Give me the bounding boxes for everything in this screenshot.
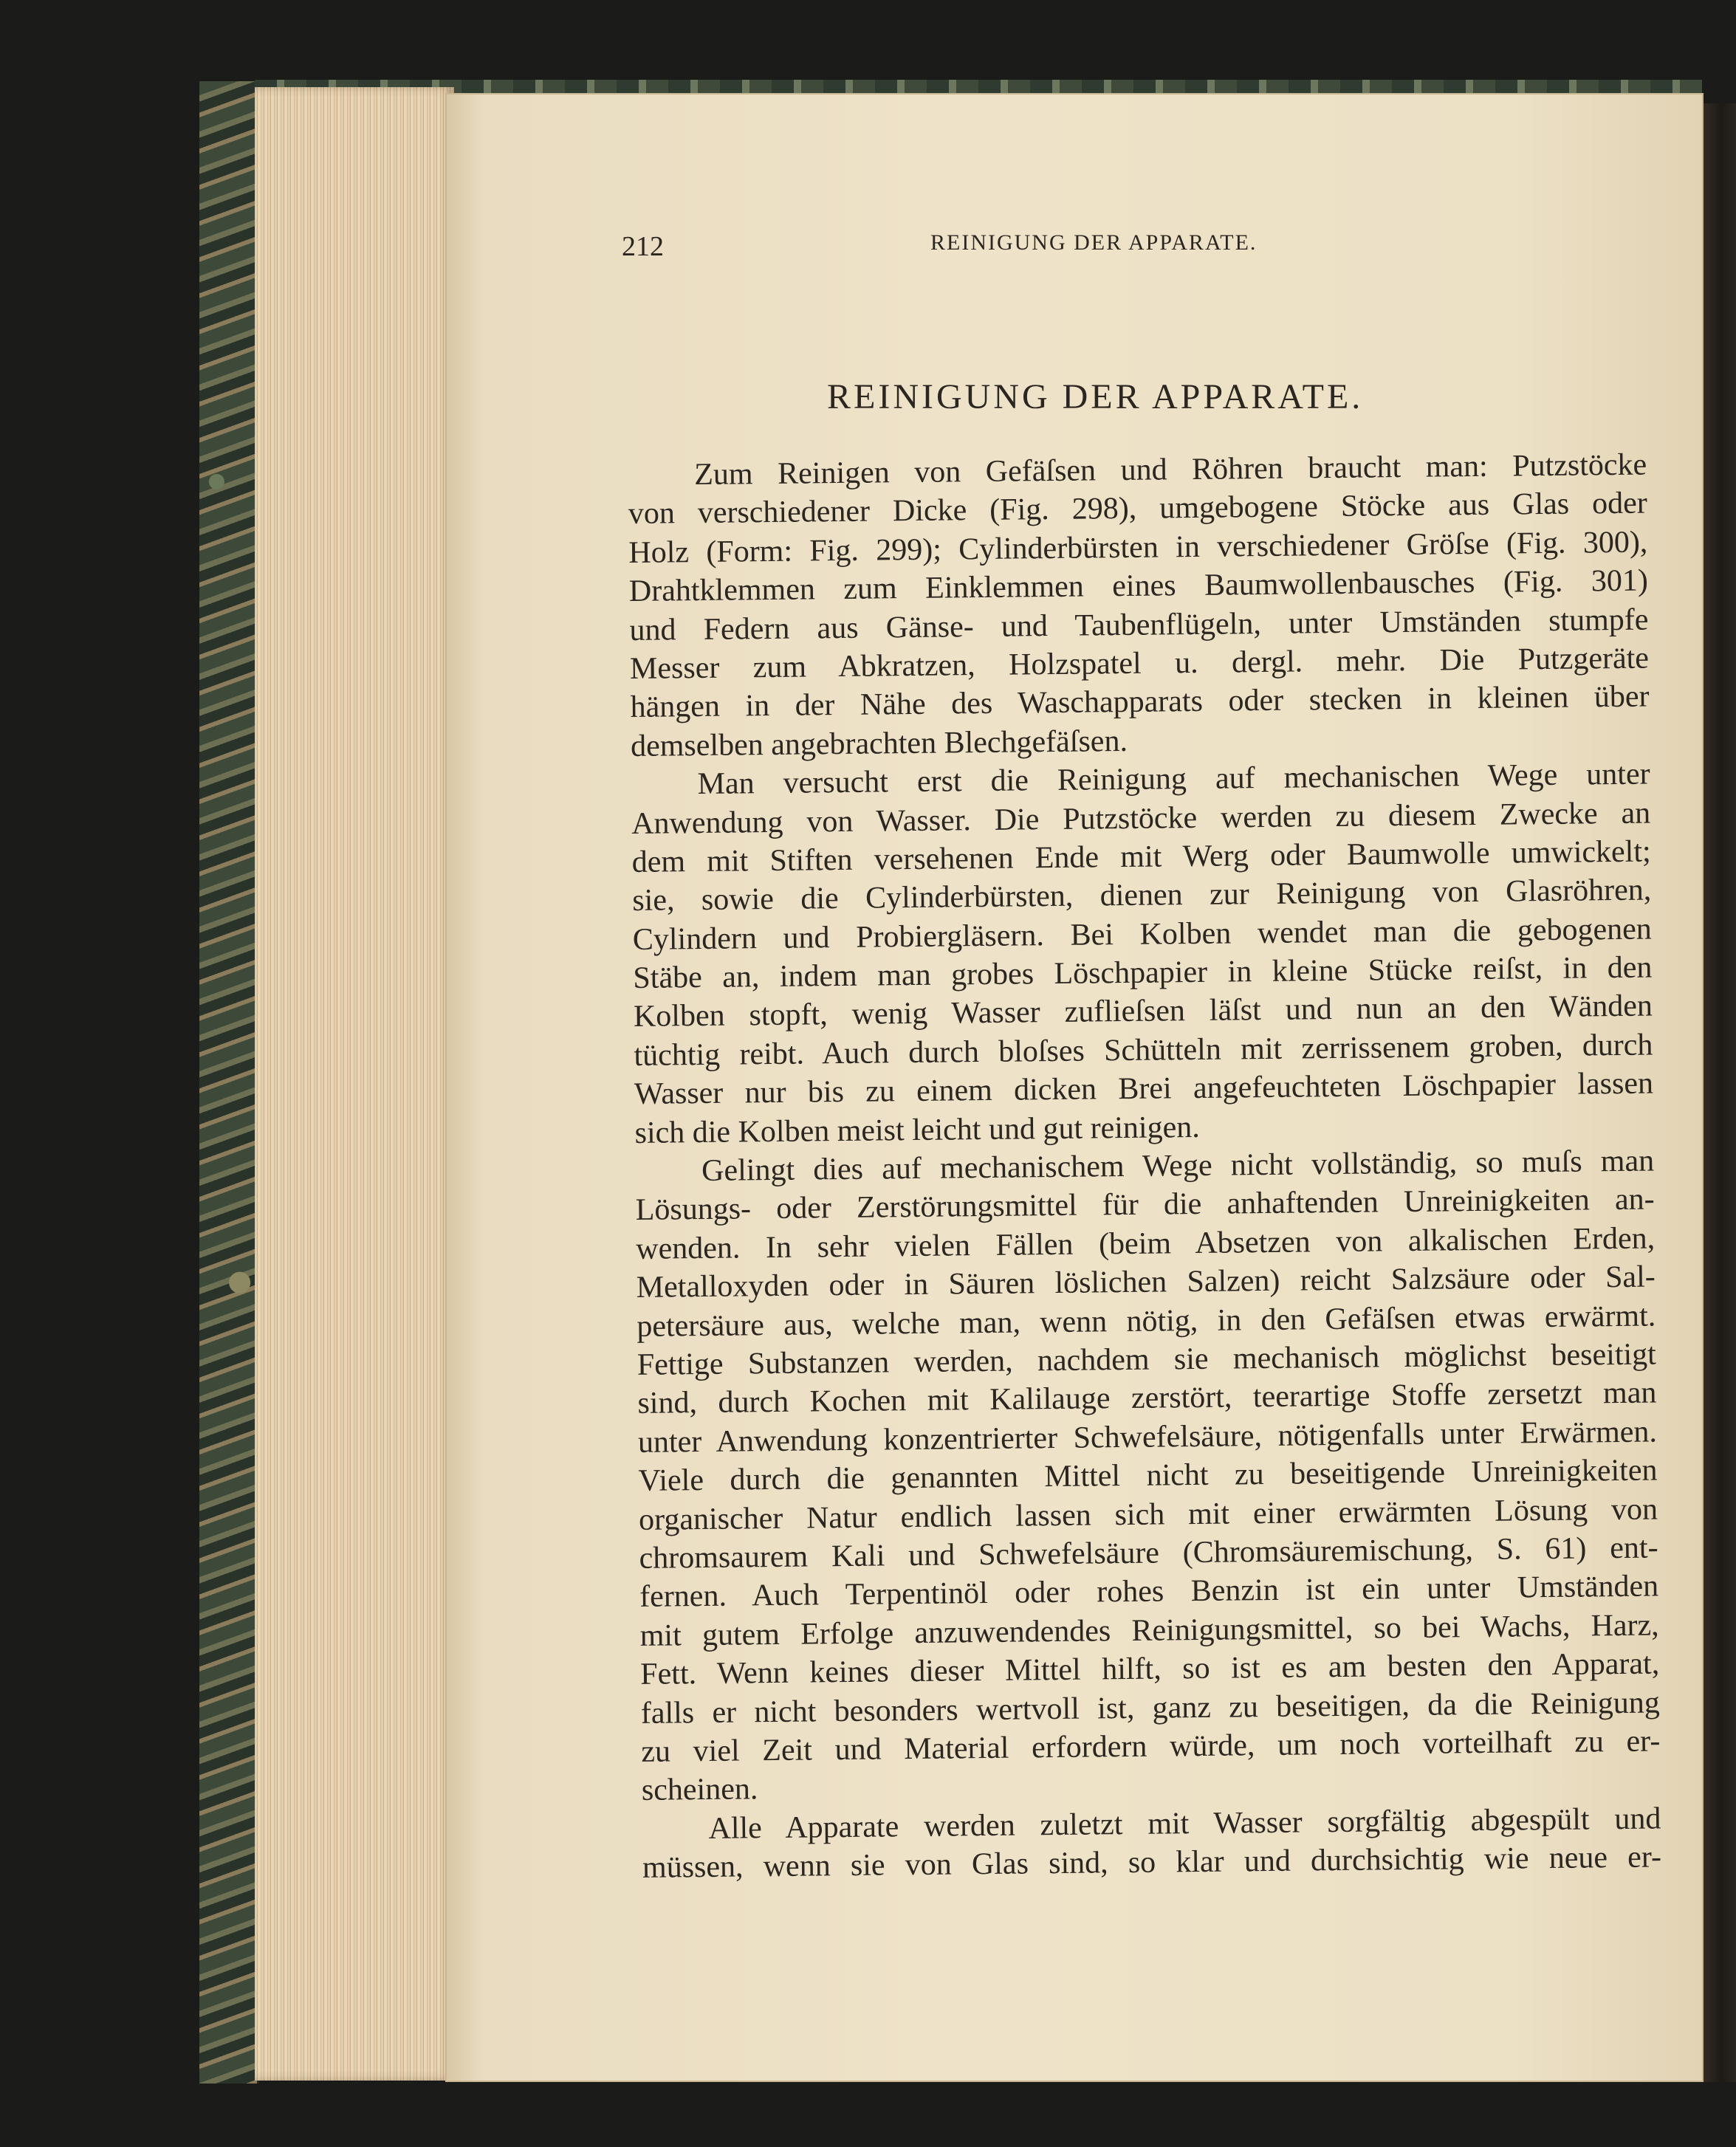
text-line: Cylindern und Probiergläsern. Bei Kolben wendet man die gebogenen (632, 912, 1653, 957)
marbled-binding (199, 81, 259, 2084)
book-top-edge (255, 80, 1702, 96)
text-line: unter Anwendung konzentrierter Schwefelsäure, nötigenfalls unter Erwärmen. (637, 1415, 1658, 1460)
text-line: wenden. In sehr vielen Fällen (beim Absetzen von alkalischen Erden, (636, 1221, 1656, 1266)
page-number: 212 (622, 231, 664, 262)
text-line: chromsaurem Kali und Schwefelsäure (Chromsäuremischung, S. 61) ent- (639, 1531, 1658, 1576)
text-line: von verschiedener Dicke (Fig. 298), umgebogene Stöcke aus Glas oder (628, 486, 1647, 532)
text-line: Messer zum Abkratzen, Holzspatel u. dergl. mehr. Die Putzgeräte (629, 641, 1650, 686)
text-line: petersäure aus, welche man, wenn nötig, in den Gefäſsen etwas erwärmt. (637, 1299, 1656, 1344)
text-line: falls er nicht besonders wertvoll ist, ganz zu beseitigen, da die Reinigung (640, 1685, 1660, 1731)
text-line: Kolben stopft, wenig Wasser zuflieſsen läſst und nun an den Wänden (633, 989, 1653, 1034)
text-line: sind, durch Kochen mit Kalilauge zerstört, teerartige Stoffe zersetzt man (637, 1375, 1657, 1421)
text-line: Lösungs- oder Zerstörungsmittel für die anhaftenden Unreinigkeiten an- (635, 1182, 1655, 1228)
text-line: Man versucht erst die Reinigung auf mechanischen Wege unter (697, 757, 1650, 802)
text-line: fernen. Auch Terpentinöl oder rohes Benzin ist ein unter Umständen (639, 1569, 1659, 1615)
text-line: Wasser nur bis zu einem dicken Brei angefeuchteten Löschpapier lassen (634, 1066, 1654, 1112)
text-line: Metalloxyden oder in Säuren löslichen Salzen) reicht Salzsäure oder Sal- (636, 1260, 1656, 1305)
text-line: Drahtklemmen zum Einklemmen eines Baumwollenbausches (Fig. 301) (628, 563, 1649, 609)
text-line: Alle Apparate werden zuletzt mit Wasser sorgfältig abgespült und (708, 1801, 1661, 1846)
text-line: zu viel Zeit und Material erfordern würde, um noch vorteilhaft zu er- (641, 1724, 1661, 1769)
body-text (628, 446, 1661, 1888)
text-line: organischer Natur endlich lassen sich mit einer erwärmten Lösung von (638, 1492, 1658, 1537)
page-block-edges (255, 87, 454, 2081)
running-title: REINIGUNG DER APPARATE. (930, 230, 1258, 255)
text-line: Gelingt dies auf mechanischem Wege nicht vollständig, so muſs man (701, 1144, 1655, 1189)
text-line: Stäbe an, indem man grobes Löschpapier in kleine Stücke reiſst, in den (633, 950, 1653, 996)
text-line: sie, sowie die Cylinderbürsten, dienen zur Reinigung von Glasröhren, (632, 873, 1652, 918)
text-line: und Federn aus Gänse- und Taubenflügeln, unter Umständen stumpfe (629, 602, 1649, 647)
text-line: Viele durch die genannten Mittel nicht zu beseitigende Unreinigkeiten (638, 1453, 1658, 1499)
running-head (622, 230, 1360, 275)
text-line: sich die Kolben meist leicht und gut reinigen. (634, 1110, 1200, 1150)
facing-page-edge (1698, 103, 1736, 2082)
text-line: tüchtig reibt. Auch durch bloſses Schütteln mit zerrissenem groben, durch (634, 1028, 1653, 1073)
section-title: REINIGUNG DER APPARATE. (827, 377, 1364, 416)
text-line: müssen, wenn sie von Glas sind, so klar und durchsichtig wie neue er- (642, 1840, 1662, 1885)
text-line: scheinen. (641, 1772, 758, 1808)
text-line: Fett. Wenn keines dieser Mittel hilft, so ist es am besten den Apparat, (640, 1646, 1660, 1692)
text-line: Fettige Substanzen werden, nachdem sie mechanisch möglichst beseitigt (637, 1337, 1657, 1382)
text-line: Zum Reinigen von Gefäſsen und Röhren braucht man: Putzstöcke (694, 447, 1647, 492)
text-line: mit gutem Erfolge anzuwendendes Reinigungsmittel, so bei Wachs, Harz, (639, 1608, 1659, 1653)
text-line: hängen in der Nähe des Waschapparats oder stecken in kleinen über (630, 679, 1650, 725)
text-line: Holz (Form: Fig. 299); Cylinderbürsten in verschiedener Gröſse (Fig. 300), (628, 525, 1648, 570)
text-line: dem mit Stiften versehenen Ende mit Werg oder Baumwolle umwickelt; (631, 834, 1651, 879)
text-line: Anwendung von Wasser. Die Putzstöcke werden zu diesem Zwecke an (631, 796, 1651, 841)
text-line: demselben angebrachten Blechgefäſsen. (630, 724, 1128, 763)
